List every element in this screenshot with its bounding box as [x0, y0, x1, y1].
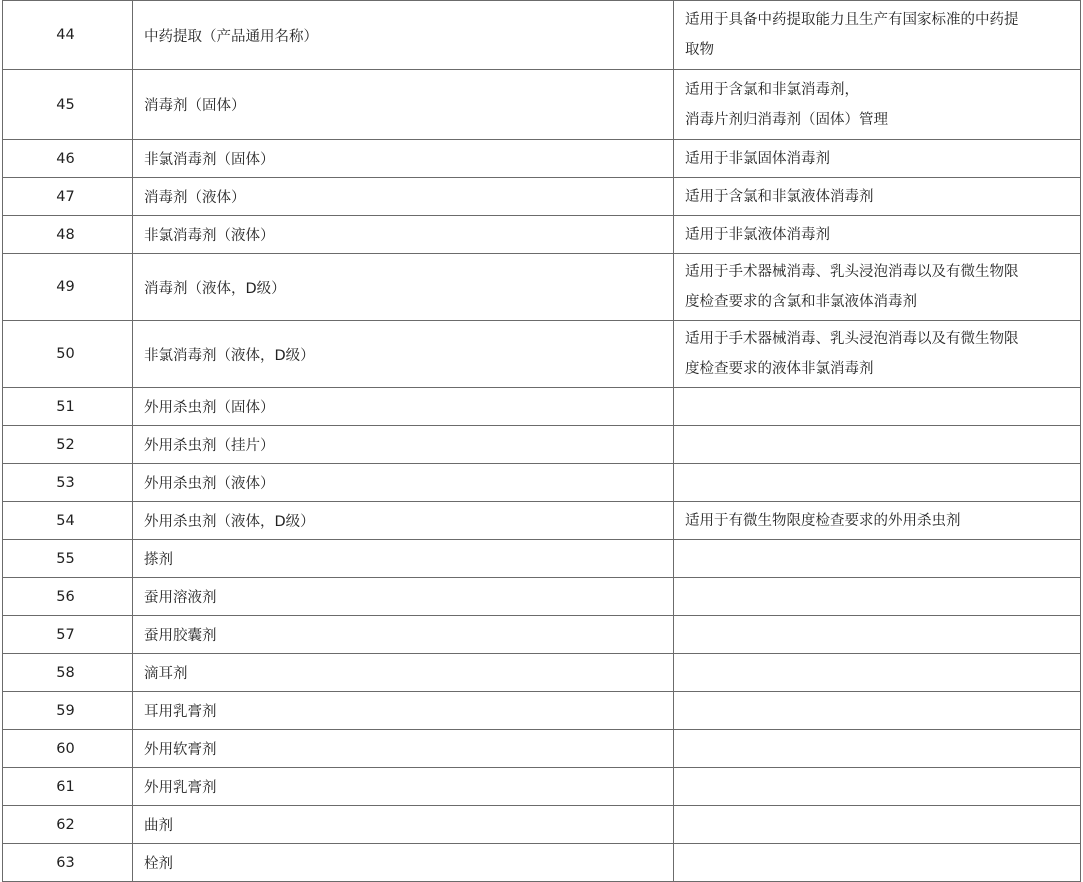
row-number-cell: 57: [3, 616, 133, 654]
remark-line: 适用于非氯固体消毒剂: [685, 150, 830, 167]
row-number-cell: 59: [3, 692, 133, 730]
remark-cell: [674, 578, 1081, 616]
table-row: [3, 692, 1081, 730]
remark-line: 适用于手术器械消毒、乳头浸泡消毒以及有微生物限: [685, 331, 1019, 347]
product-name-cell: 消毒剂（液体，D级）: [133, 254, 674, 321]
product-scope-table: [2, 0, 1081, 882]
remark-line: 适用于有微生物限度检查要求的外用杀虫剂: [685, 512, 961, 529]
remark-line: 适用于含氯和非氯消毒剂，: [685, 81, 859, 98]
product-name-cell: 非氯消毒剂（固体）: [133, 140, 674, 178]
remark-cell: [674, 388, 1081, 426]
row-number-cell: 61: [3, 768, 133, 806]
product-name-cell: 外用杀虫剂（固体）: [133, 388, 674, 426]
remark-cell: [674, 216, 1081, 254]
row-number-cell: 60: [3, 730, 133, 768]
table-row: [3, 578, 1081, 616]
remark-line: 度检查要求的含氯和非氯液体消毒剂: [685, 294, 917, 310]
product-name-cell: 蚕用溶液剂: [133, 578, 674, 616]
remark-cell: [674, 654, 1081, 692]
table-row: [3, 216, 1081, 254]
row-number-cell: 48: [3, 216, 133, 254]
remark-cell: [674, 464, 1081, 502]
remark-line: 适用于含氯和非氯液体消毒剂: [685, 188, 874, 205]
row-number-cell: 47: [3, 178, 133, 216]
remark-cell: [674, 730, 1081, 768]
remark-line: 度检查要求的液体非氯消毒剂: [685, 361, 874, 377]
row-number-cell: 52: [3, 426, 133, 464]
table-row: [3, 502, 1081, 540]
table-row: [3, 768, 1081, 806]
remark-cell: [674, 140, 1081, 178]
row-number-cell: 45: [3, 70, 133, 140]
table-row: [3, 321, 1081, 388]
remark-line: 取物: [685, 42, 714, 58]
remark-line: 适用于具备中药提取能力且生产有国家标准的中药提: [685, 12, 1019, 28]
product-name-cell: 外用杀虫剂（液体）: [133, 464, 674, 502]
table-row: [3, 178, 1081, 216]
remark-cell: [674, 616, 1081, 654]
table-row: [3, 654, 1081, 692]
row-number-cell: 44: [3, 1, 133, 70]
remark-line: 适用于非氯液体消毒剂: [685, 226, 830, 243]
product-name-cell: 非氯消毒剂（液体，D级）: [133, 321, 674, 388]
product-name-cell: 消毒剂（液体）: [133, 178, 674, 216]
row-number-cell: 46: [3, 140, 133, 178]
table-row: [3, 426, 1081, 464]
remark-line: 消毒片剂归消毒剂（固体）管理: [685, 111, 888, 128]
table-row: [3, 540, 1081, 578]
product-name-cell: 外用杀虫剂（挂片）: [133, 426, 674, 464]
remark-line: 适用于手术器械消毒、乳头浸泡消毒以及有微生物限: [685, 264, 1019, 280]
product-name-cell: 外用软膏剂: [133, 730, 674, 768]
product-name-cell: 曲剂: [133, 806, 674, 844]
product-name-cell: 搽剂: [133, 540, 674, 578]
row-number-cell: 49: [3, 254, 133, 321]
table-row: [3, 616, 1081, 654]
row-number-cell: 58: [3, 654, 133, 692]
table-row: [3, 844, 1081, 882]
remark-cell: [674, 254, 1081, 321]
row-number-cell: 53: [3, 464, 133, 502]
remark-cell: [674, 1, 1081, 70]
table-row: [3, 140, 1081, 178]
product-name-cell: 外用杀虫剂（液体，D级）: [133, 502, 674, 540]
table-row: [3, 1, 1081, 70]
row-number-cell: 54: [3, 502, 133, 540]
product-name-cell: 消毒剂（固体）: [133, 70, 674, 140]
remark-cell: [674, 426, 1081, 464]
remark-cell: [674, 321, 1081, 388]
row-number-cell: 51: [3, 388, 133, 426]
row-number-cell: 62: [3, 806, 133, 844]
remark-cell: [674, 768, 1081, 806]
table-body: [3, 1, 1081, 882]
table-row: [3, 806, 1081, 844]
table-row: [3, 70, 1081, 140]
table-row: [3, 464, 1081, 502]
row-number-cell: 50: [3, 321, 133, 388]
row-number-cell: 55: [3, 540, 133, 578]
product-name-cell: 耳用乳膏剂: [133, 692, 674, 730]
remark-cell: [674, 178, 1081, 216]
remark-cell: [674, 540, 1081, 578]
row-number-cell: 63: [3, 844, 133, 882]
table-row: [3, 730, 1081, 768]
remark-cell: [674, 70, 1081, 140]
row-number-cell: 56: [3, 578, 133, 616]
product-name-cell: 蚕用胶囊剂: [133, 616, 674, 654]
remark-cell: [674, 502, 1081, 540]
product-name-cell: 非氯消毒剂（液体）: [133, 216, 674, 254]
product-name-cell: 外用乳膏剂: [133, 768, 674, 806]
remark-cell: [674, 806, 1081, 844]
product-name-cell: 滴耳剂: [133, 654, 674, 692]
table-row: [3, 388, 1081, 426]
table-row: [3, 254, 1081, 321]
product-name-cell: 中药提取（产品通用名称）: [133, 1, 674, 70]
product-name-cell: 栓剂: [133, 844, 674, 882]
remark-cell: [674, 692, 1081, 730]
remark-cell: [674, 844, 1081, 882]
